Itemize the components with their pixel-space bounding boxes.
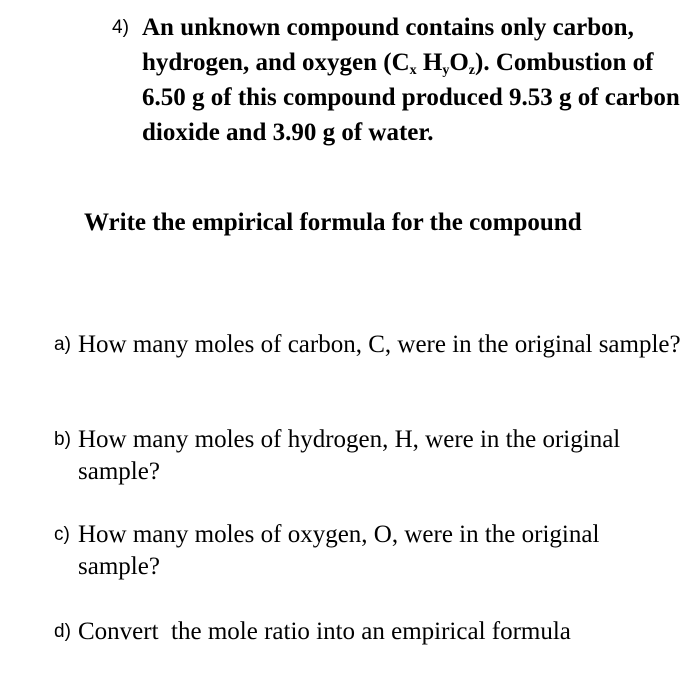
problem-text-after: ). Combustion of 6.50 g of this compound produced 9.53 g of carbon dioxide and 3.90 g of water. [142, 49, 680, 146]
question-text: How many moles of hydrogen, H, were in the original sample? [78, 426, 621, 485]
problem-text-mid1: H [416, 49, 443, 76]
subscript-z: z [468, 63, 476, 78]
question-c [54, 517, 684, 583]
task-heading: Write the empirical formula for the compound [84, 209, 582, 236]
question-label: b) [54, 429, 71, 450]
subscript-x: x [409, 63, 417, 78]
question-b [54, 422, 684, 488]
problem-text-before: An unknown compound contains only carbon, hydrogen, and oxygen (C [142, 14, 634, 76]
question-text: Convert the mole ratio into an empirical formula [78, 618, 571, 645]
question-text: How many moles of carbon, C, were in the original sample? [78, 331, 681, 358]
question-label: c) [54, 524, 70, 545]
question-label: a) [54, 334, 71, 355]
problem-text-mid2: O [449, 49, 469, 76]
subscript-y: y [442, 63, 450, 78]
question-d [54, 614, 684, 648]
question-text: How many moles of oxygen, O, were in the original sample? [78, 521, 600, 580]
problem-statement [112, 8, 687, 150]
question-a [54, 327, 684, 361]
problem-number: 4) [112, 17, 129, 38]
problem-text [112, 10, 687, 150]
question-label: d) [54, 621, 71, 642]
